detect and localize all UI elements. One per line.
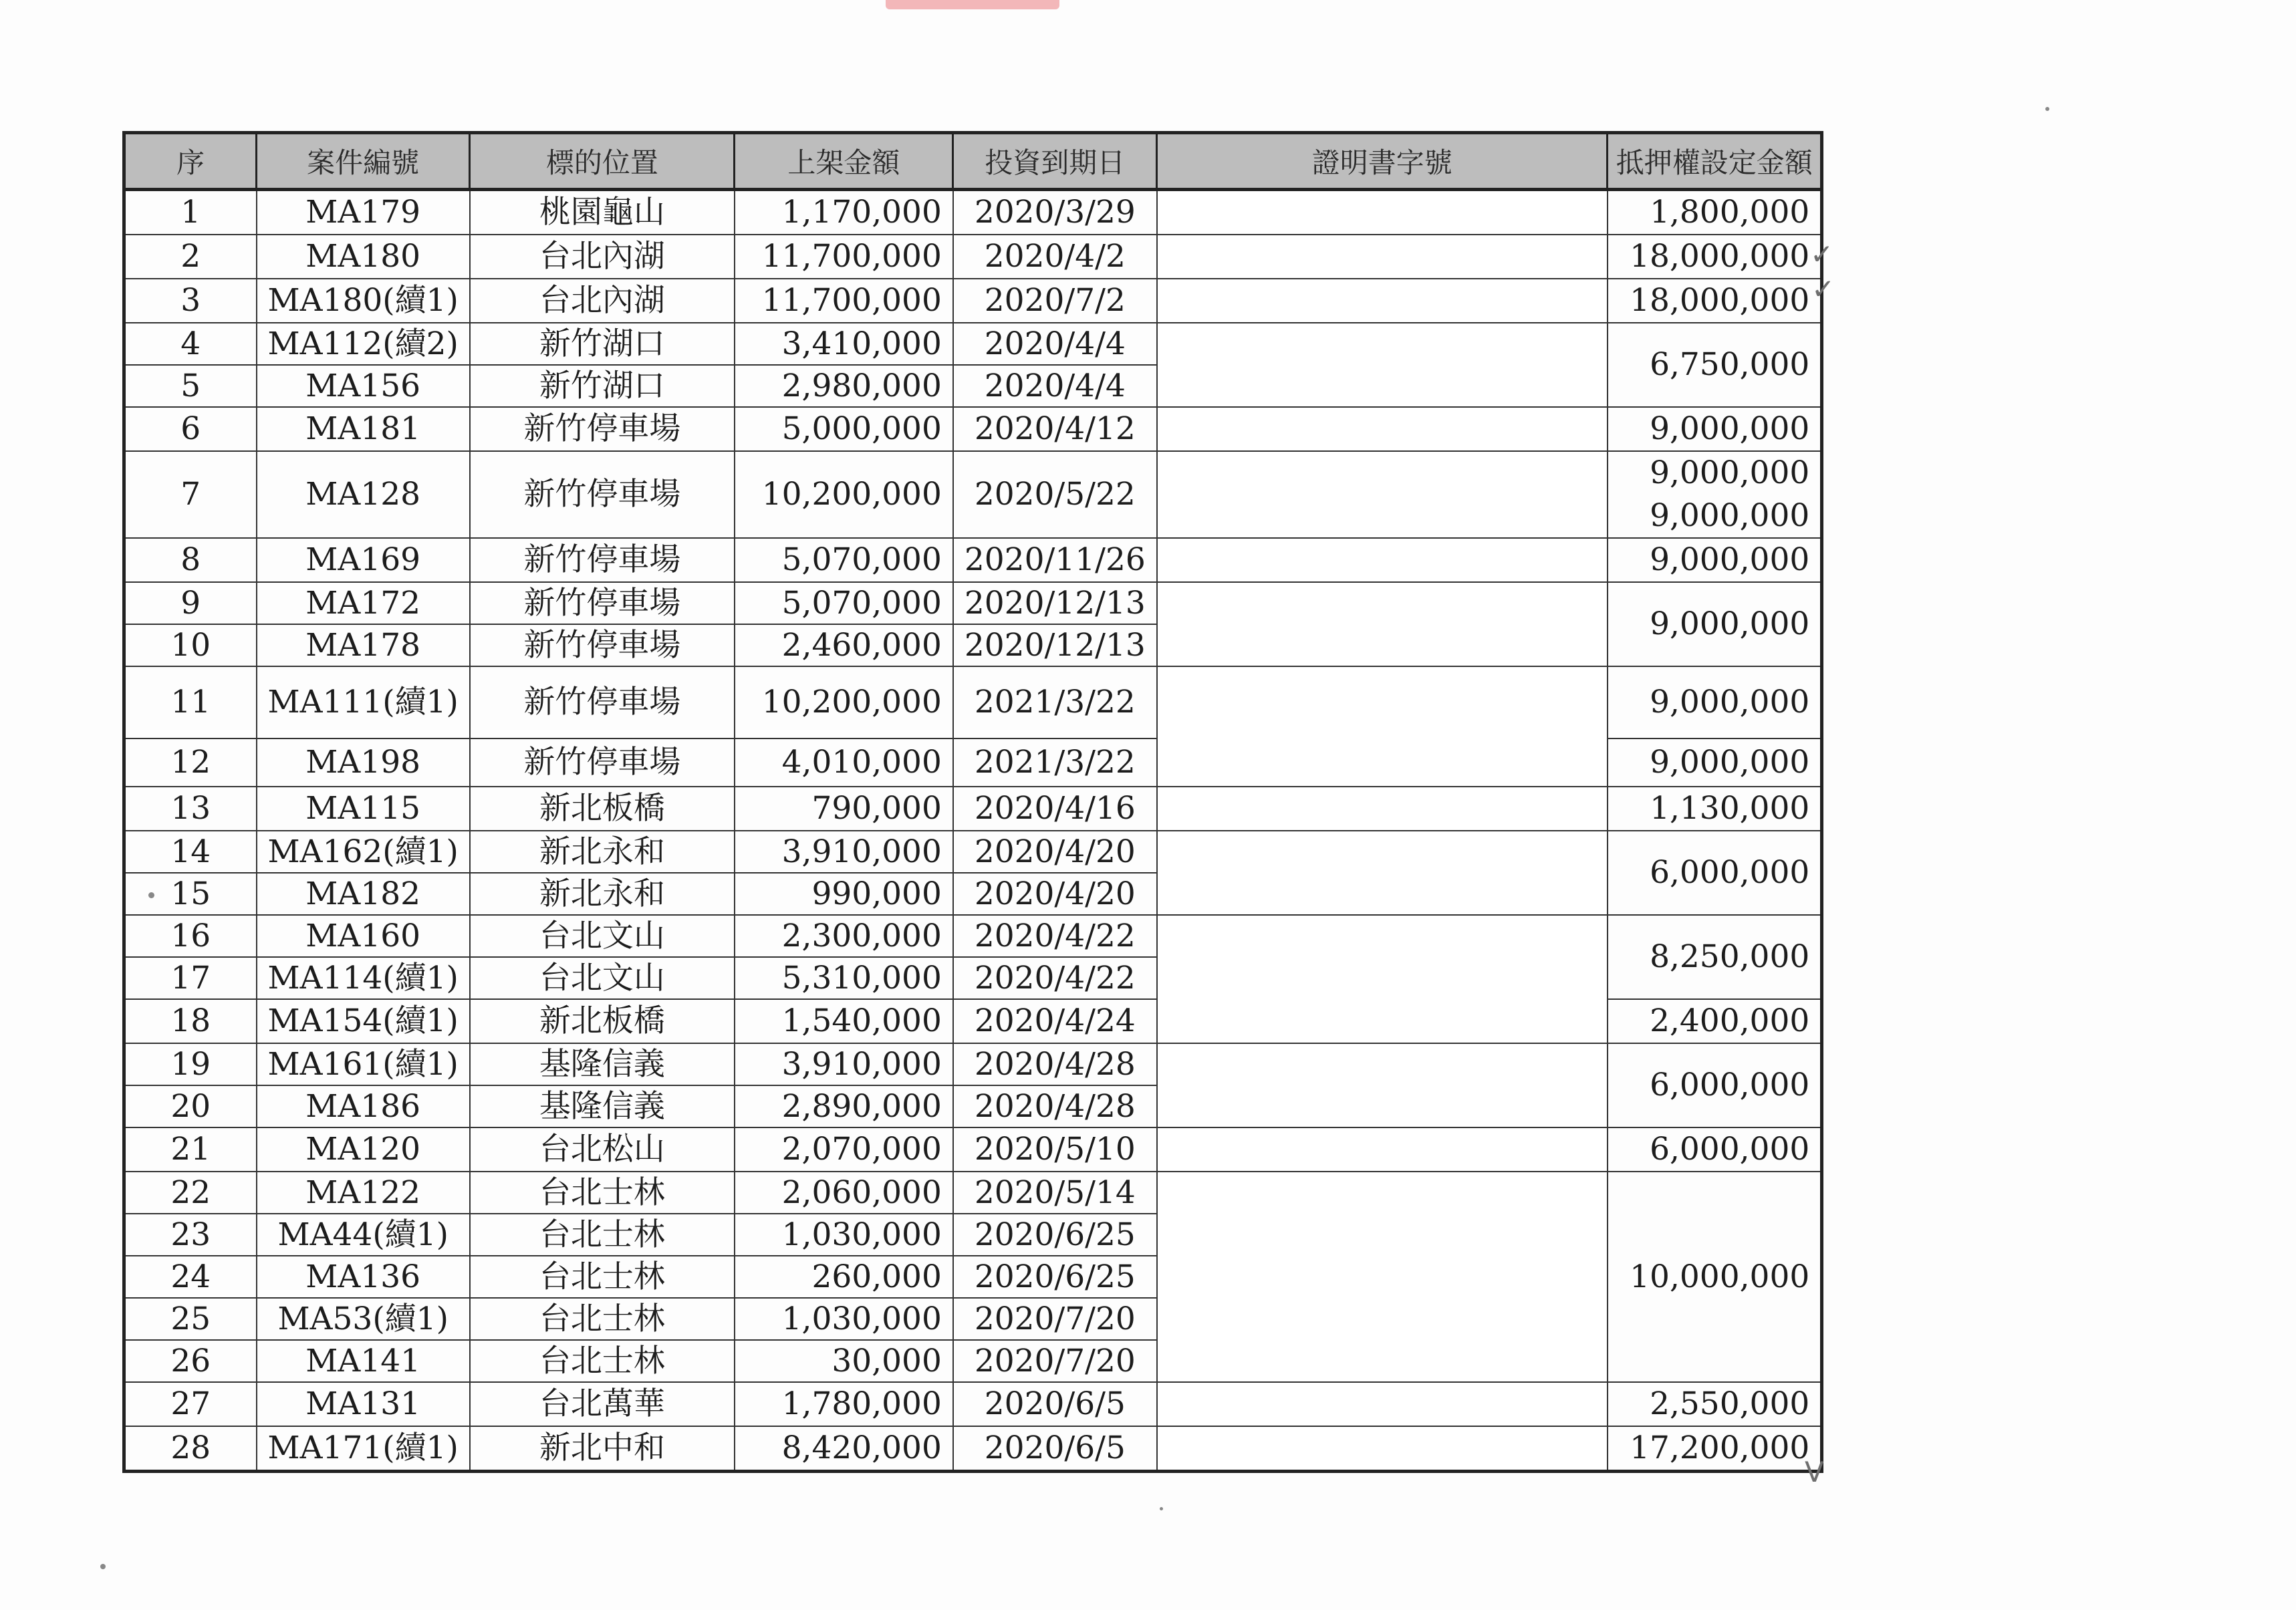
listing-amount-cell: 3,910,000 bbox=[735, 1043, 953, 1085]
due-date-cell: 2020/6/5 bbox=[953, 1382, 1157, 1426]
row-number-cell: 28 bbox=[124, 1426, 257, 1472]
case-id-cell: MA154(續1) bbox=[257, 999, 470, 1043]
case-id-cell: MA136 bbox=[257, 1256, 470, 1298]
listing-amount-cell: 8,420,000 bbox=[735, 1426, 953, 1472]
mortgage-amount-cell bbox=[1608, 1382, 1822, 1426]
table-row bbox=[124, 582, 1822, 624]
header-location: 標的位置 bbox=[470, 133, 735, 190]
scan-speck bbox=[2045, 107, 2049, 111]
case-id-cell: MA111(續1) bbox=[257, 666, 470, 739]
row-number-cell: 27 bbox=[124, 1382, 257, 1426]
mortgage-amount-value: 6,750,000 bbox=[1650, 346, 1810, 383]
location-cell: 新北永和 bbox=[470, 873, 735, 915]
location-cell: 台北松山 bbox=[470, 1127, 735, 1172]
mortgage-amount-value: 9,000,000 bbox=[1650, 410, 1810, 447]
mortgage-ledger-table bbox=[122, 131, 1823, 1473]
mortgage-amount-value: 18,000,000 bbox=[1630, 238, 1810, 275]
table-row bbox=[124, 538, 1822, 582]
location-cell: 新北中和 bbox=[470, 1426, 735, 1472]
case-id-cell: MA182 bbox=[257, 873, 470, 915]
location-cell: 新北板橋 bbox=[470, 999, 735, 1043]
listing-amount-cell: 3,410,000 bbox=[735, 323, 953, 365]
table-row bbox=[124, 279, 1822, 323]
location-cell: 新北永和 bbox=[470, 831, 735, 873]
due-date-cell: 2020/12/13 bbox=[953, 582, 1157, 624]
mortgage-amount-cell bbox=[1608, 582, 1822, 666]
location-cell: 新竹湖口 bbox=[470, 323, 735, 365]
row-number-cell: 16 bbox=[124, 915, 257, 957]
mortgage-amount-value: 6,000,000 bbox=[1650, 1067, 1810, 1103]
listing-amount-cell: 2,300,000 bbox=[735, 915, 953, 957]
location-cell: 新竹停車場 bbox=[470, 666, 735, 739]
location-cell: 基隆信義 bbox=[470, 1085, 735, 1127]
mortgage-amount-cell bbox=[1608, 999, 1822, 1043]
listing-amount-cell: 5,310,000 bbox=[735, 957, 953, 999]
certificate-cell-redacted bbox=[1157, 1127, 1608, 1172]
case-id-cell: MA180 bbox=[257, 235, 470, 279]
header-row bbox=[124, 133, 1822, 190]
mortgage-amount-value: 6,000,000 bbox=[1650, 854, 1810, 891]
listing-amount-cell: 2,460,000 bbox=[735, 624, 953, 666]
mortgage-amount-cell bbox=[1608, 831, 1822, 915]
location-cell: 新北板橋 bbox=[470, 787, 735, 831]
row-number-cell: 26 bbox=[124, 1340, 257, 1382]
case-id-cell: MA180(續1) bbox=[257, 279, 470, 323]
due-date-cell: 2020/5/14 bbox=[953, 1172, 1157, 1214]
mortgage-amount-value: 9,000,000 bbox=[1650, 684, 1810, 720]
case-id-cell: MA131 bbox=[257, 1382, 470, 1426]
listing-amount-cell: 2,060,000 bbox=[735, 1172, 953, 1214]
table-row bbox=[124, 915, 1822, 957]
table-row bbox=[124, 787, 1822, 831]
row-number-cell: 20 bbox=[124, 1085, 257, 1127]
due-date-cell: 2020/6/5 bbox=[953, 1426, 1157, 1472]
check-mark-icon: ✓ bbox=[1811, 273, 1835, 305]
header-mortgage: 抵押權設定金額 bbox=[1608, 133, 1822, 190]
table-row bbox=[124, 323, 1822, 365]
row-number-cell: 25 bbox=[124, 1298, 257, 1340]
location-cell: 新竹停車場 bbox=[470, 739, 735, 787]
due-date-cell: 2020/5/22 bbox=[953, 451, 1157, 538]
case-id-cell: MA114(續1) bbox=[257, 957, 470, 999]
row-number-cell: 9 bbox=[124, 582, 257, 624]
location-cell: 台北士林 bbox=[470, 1214, 735, 1256]
listing-amount-cell: 1,170,000 bbox=[735, 190, 953, 235]
due-date-cell: 2020/7/2 bbox=[953, 279, 1157, 323]
case-id-cell: MA115 bbox=[257, 787, 470, 831]
certificate-cell-redacted bbox=[1157, 190, 1608, 235]
row-number-cell: 12 bbox=[124, 739, 257, 787]
mortgage-amount-value: 9,000,000 bbox=[1650, 454, 1810, 491]
table-row bbox=[124, 1382, 1822, 1426]
table-row bbox=[124, 1172, 1822, 1214]
due-date-cell: 2020/4/20 bbox=[953, 873, 1157, 915]
certificate-cell-redacted bbox=[1157, 1172, 1608, 1382]
mortgage-amount-value: 1,800,000 bbox=[1650, 194, 1810, 231]
case-id-cell: MA122 bbox=[257, 1172, 470, 1214]
location-cell: 台北士林 bbox=[470, 1340, 735, 1382]
header-amount: 上架金額 bbox=[735, 133, 953, 190]
listing-amount-cell: 1,540,000 bbox=[735, 999, 953, 1043]
due-date-cell: 2020/4/16 bbox=[953, 787, 1157, 831]
due-date-cell: 2020/6/25 bbox=[953, 1214, 1157, 1256]
case-id-cell: MA198 bbox=[257, 739, 470, 787]
case-id-cell: MA162(續1) bbox=[257, 831, 470, 873]
listing-amount-cell: 2,070,000 bbox=[735, 1127, 953, 1172]
due-date-cell: 2020/4/12 bbox=[953, 407, 1157, 451]
row-number-cell: 7 bbox=[124, 451, 257, 538]
mortgage-amount-cell bbox=[1608, 538, 1822, 582]
mortgage-amount-cell bbox=[1608, 1172, 1822, 1382]
listing-amount-cell: 2,890,000 bbox=[735, 1085, 953, 1127]
certificate-cell-redacted bbox=[1157, 1426, 1608, 1472]
check-mark-icon: ✓ bbox=[1810, 238, 1834, 271]
due-date-cell: 2020/4/2 bbox=[953, 235, 1157, 279]
location-cell: 新竹停車場 bbox=[470, 624, 735, 666]
case-id-cell: MA120 bbox=[257, 1127, 470, 1172]
due-date-cell: 2021/3/22 bbox=[953, 739, 1157, 787]
certificate-cell-redacted bbox=[1157, 279, 1608, 323]
location-cell: 台北文山 bbox=[470, 957, 735, 999]
mortgage-amount-value: 10,000,000 bbox=[1630, 1258, 1810, 1295]
certificate-cell-redacted bbox=[1157, 407, 1608, 451]
row-number-cell: 4 bbox=[124, 323, 257, 365]
row-number-cell: 21 bbox=[124, 1127, 257, 1172]
location-cell: 桃園龜山 bbox=[470, 190, 735, 235]
row-number-cell: 5 bbox=[124, 365, 257, 407]
row-number-cell: 17 bbox=[124, 957, 257, 999]
certificate-cell-redacted bbox=[1157, 1382, 1608, 1426]
mortgage-amount-value: 1,130,000 bbox=[1650, 790, 1810, 827]
certificate-cell-redacted bbox=[1157, 915, 1608, 1043]
mortgage-amount-value: 18,000,000 bbox=[1630, 282, 1810, 319]
due-date-cell: 2020/4/28 bbox=[953, 1043, 1157, 1085]
due-date-cell: 2020/12/13 bbox=[953, 624, 1157, 666]
v-mark-icon: V bbox=[1805, 1456, 1824, 1488]
row-number-cell: 8 bbox=[124, 538, 257, 582]
case-id-cell: MA186 bbox=[257, 1085, 470, 1127]
location-cell: 台北士林 bbox=[470, 1256, 735, 1298]
row-number-cell: 18 bbox=[124, 999, 257, 1043]
mortgage-amount-cell bbox=[1608, 915, 1822, 999]
scan-speck bbox=[1160, 1507, 1163, 1510]
row-number-cell: 10 bbox=[124, 624, 257, 666]
listing-amount-cell: 4,010,000 bbox=[735, 739, 953, 787]
row-number-cell: 22 bbox=[124, 1172, 257, 1214]
due-date-cell: 2020/4/28 bbox=[953, 1085, 1157, 1127]
due-date-cell: 2020/7/20 bbox=[953, 1340, 1157, 1382]
mortgage-amount-cell bbox=[1608, 1426, 1822, 1472]
mortgage-amount-cell bbox=[1608, 235, 1822, 279]
header-no: 序 bbox=[124, 133, 257, 190]
table-row bbox=[124, 666, 1822, 739]
location-cell: 台北內湖 bbox=[470, 235, 735, 279]
certificate-cell-redacted bbox=[1157, 787, 1608, 831]
listing-amount-cell: 5,070,000 bbox=[735, 582, 953, 624]
listing-amount-cell: 11,700,000 bbox=[735, 279, 953, 323]
listing-amount-cell: 30,000 bbox=[735, 1340, 953, 1382]
case-id-cell: MA44(續1) bbox=[257, 1214, 470, 1256]
row-number-cell: 3 bbox=[124, 279, 257, 323]
mortgage-amount-cell bbox=[1608, 787, 1822, 831]
certificate-cell-redacted bbox=[1157, 451, 1608, 538]
row-number-cell: 23 bbox=[124, 1214, 257, 1256]
location-cell: 台北萬華 bbox=[470, 1382, 735, 1426]
location-cell: 基隆信義 bbox=[470, 1043, 735, 1085]
table-row bbox=[124, 451, 1822, 538]
listing-amount-cell: 2,980,000 bbox=[735, 365, 953, 407]
listing-amount-cell: 5,000,000 bbox=[735, 407, 953, 451]
listing-amount-cell: 260,000 bbox=[735, 1256, 953, 1298]
case-id-cell: MA160 bbox=[257, 915, 470, 957]
listing-amount-cell: 1,030,000 bbox=[735, 1298, 953, 1340]
table-row bbox=[124, 1127, 1822, 1172]
case-id-cell: MA181 bbox=[257, 407, 470, 451]
location-cell: 台北內湖 bbox=[470, 279, 735, 323]
mortgage-amount-cell bbox=[1608, 190, 1822, 235]
row-number-cell: 11 bbox=[124, 666, 257, 739]
certificate-cell-redacted bbox=[1157, 323, 1608, 407]
listing-amount-cell: 11,700,000 bbox=[735, 235, 953, 279]
table-row bbox=[124, 190, 1822, 235]
location-cell: 新竹湖口 bbox=[470, 365, 735, 407]
certificate-cell-redacted bbox=[1157, 831, 1608, 915]
certificate-cell-redacted bbox=[1157, 1043, 1608, 1127]
location-cell: 新竹停車場 bbox=[470, 407, 735, 451]
table-row bbox=[124, 235, 1822, 279]
table-row bbox=[124, 1426, 1822, 1472]
row-number-cell: 1 bbox=[124, 190, 257, 235]
mortgage-amount-value: 9,000,000 bbox=[1650, 606, 1810, 642]
due-date-cell: 2020/5/10 bbox=[953, 1127, 1157, 1172]
case-id-cell: MA172 bbox=[257, 582, 470, 624]
due-date-cell: 2020/6/25 bbox=[953, 1256, 1157, 1298]
listing-amount-cell: 990,000 bbox=[735, 873, 953, 915]
mortgage-amount-cell bbox=[1608, 1127, 1822, 1172]
scan-speck bbox=[100, 1564, 106, 1569]
table-row bbox=[124, 407, 1822, 451]
location-cell: 新竹停車場 bbox=[470, 451, 735, 538]
mortgage-amount-cell bbox=[1608, 739, 1822, 787]
case-id-cell: MA112(續2) bbox=[257, 323, 470, 365]
table-row bbox=[124, 1043, 1822, 1085]
row-number-cell: 19 bbox=[124, 1043, 257, 1085]
table-row bbox=[124, 831, 1822, 873]
case-id-cell: MA161(續1) bbox=[257, 1043, 470, 1085]
due-date-cell: 2020/4/24 bbox=[953, 999, 1157, 1043]
mortgage-amount-cell bbox=[1608, 279, 1822, 323]
case-id-cell: MA169 bbox=[257, 538, 470, 582]
red-ink-mark bbox=[886, 0, 1059, 9]
mortgage-amount-value: 9,000,000 bbox=[1650, 541, 1810, 578]
case-id-cell: MA179 bbox=[257, 190, 470, 235]
header-due-date: 投資到期日 bbox=[953, 133, 1157, 190]
header-certificate: 證明書字號 bbox=[1157, 133, 1608, 190]
row-number-cell: 2 bbox=[124, 235, 257, 279]
mortgage-amount-value: 2,550,000 bbox=[1650, 1385, 1810, 1422]
case-id-cell: MA128 bbox=[257, 451, 470, 538]
case-id-cell: MA171(續1) bbox=[257, 1426, 470, 1472]
mortgage-amount-value: 9,000,000 bbox=[1650, 744, 1810, 781]
mortgage-amount-cell bbox=[1608, 1043, 1822, 1127]
location-cell: 台北士林 bbox=[470, 1172, 735, 1214]
mortgage-amount-value: 8,250,000 bbox=[1650, 938, 1810, 975]
listing-amount-cell: 5,070,000 bbox=[735, 538, 953, 582]
certificate-cell-redacted bbox=[1157, 666, 1608, 787]
due-date-cell: 2020/4/4 bbox=[953, 323, 1157, 365]
listing-amount-cell: 1,030,000 bbox=[735, 1214, 953, 1256]
row-number-cell: 13 bbox=[124, 787, 257, 831]
case-id-cell: MA156 bbox=[257, 365, 470, 407]
row-number-cell: 14 bbox=[124, 831, 257, 873]
certificate-cell-redacted bbox=[1157, 538, 1608, 582]
mortgage-amount-cell bbox=[1608, 407, 1822, 451]
location-cell: 新竹停車場 bbox=[470, 538, 735, 582]
location-cell: 台北士林 bbox=[470, 1298, 735, 1340]
row-number-cell: 24 bbox=[124, 1256, 257, 1298]
due-date-cell: 2020/4/4 bbox=[953, 365, 1157, 407]
listing-amount-cell: 3,910,000 bbox=[735, 831, 953, 873]
certificate-cell-redacted bbox=[1157, 235, 1608, 279]
row-number-cell: 15 bbox=[124, 873, 257, 915]
case-id-cell: MA141 bbox=[257, 1340, 470, 1382]
due-date-cell: 2020/7/20 bbox=[953, 1298, 1157, 1340]
listing-amount-cell: 790,000 bbox=[735, 787, 953, 831]
listing-amount-cell: 10,200,000 bbox=[735, 451, 953, 538]
scan-speck bbox=[148, 892, 154, 898]
case-id-cell: MA178 bbox=[257, 624, 470, 666]
due-date-cell: 2020/3/29 bbox=[953, 190, 1157, 235]
mortgage-amount-value: 6,000,000 bbox=[1650, 1131, 1810, 1168]
listing-amount-cell: 10,200,000 bbox=[735, 666, 953, 739]
mortgage-amount-value: 9,000,000 bbox=[1650, 497, 1810, 534]
due-date-cell: 2020/4/22 bbox=[953, 915, 1157, 957]
location-cell: 新竹停車場 bbox=[470, 582, 735, 624]
mortgage-amount-cell bbox=[1608, 451, 1822, 538]
mortgage-amount-value: 17,200,000 bbox=[1630, 1430, 1810, 1466]
due-date-cell: 2020/11/26 bbox=[953, 538, 1157, 582]
row-number-cell: 6 bbox=[124, 407, 257, 451]
mortgage-amount-value: 2,400,000 bbox=[1650, 1002, 1810, 1039]
mortgage-amount-cell bbox=[1608, 666, 1822, 739]
location-cell: 台北文山 bbox=[470, 915, 735, 957]
mortgage-amount-cell bbox=[1608, 323, 1822, 407]
listing-amount-cell: 1,780,000 bbox=[735, 1382, 953, 1426]
due-date-cell: 2021/3/22 bbox=[953, 666, 1157, 739]
header-case-id: 案件編號 bbox=[257, 133, 470, 190]
due-date-cell: 2020/4/20 bbox=[953, 831, 1157, 873]
certificate-cell-redacted bbox=[1157, 582, 1608, 666]
due-date-cell: 2020/4/22 bbox=[953, 957, 1157, 999]
case-id-cell: MA53(續1) bbox=[257, 1298, 470, 1340]
